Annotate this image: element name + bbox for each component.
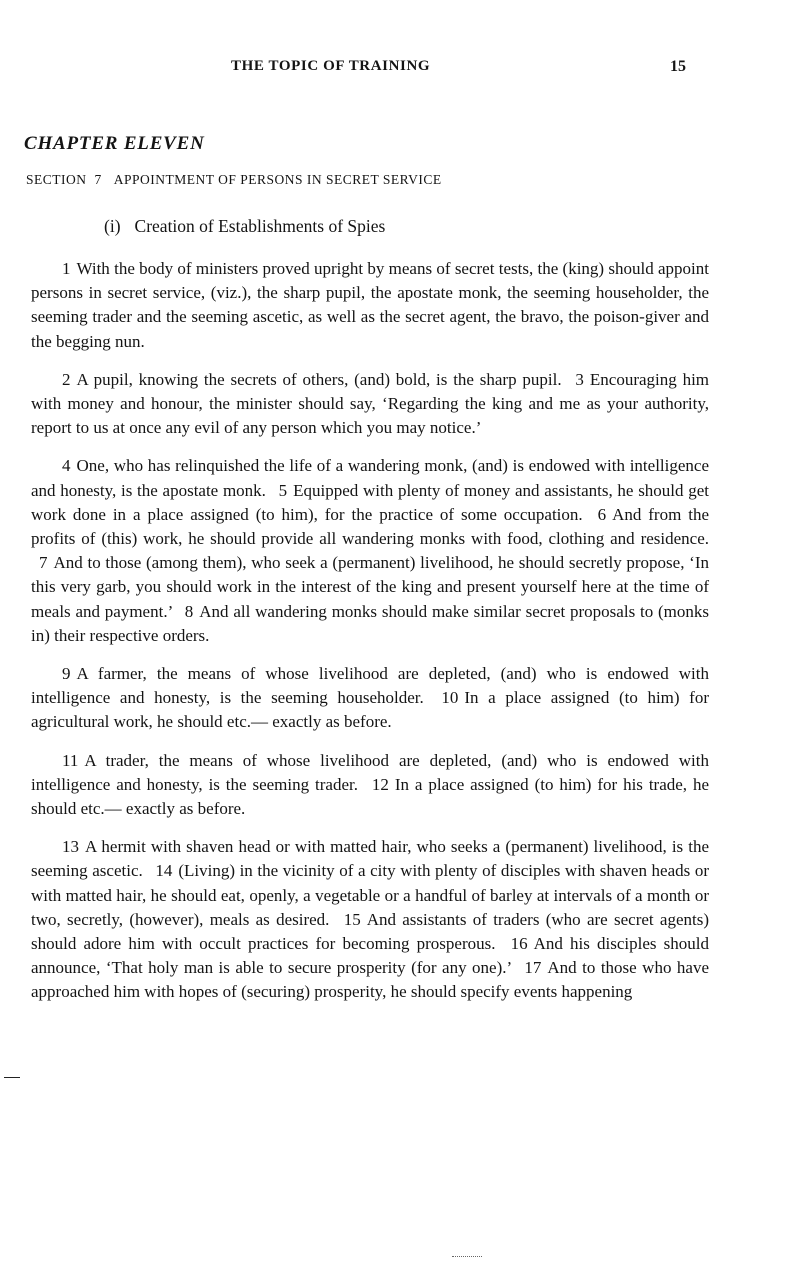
sentence-text: And to those (among them), who seek a (permanent) livelihood, he should secretly propose, ‘In this very garb, you should work in the interest of the king and present yourself here at the time of meals and payment.’ <box>31 553 709 621</box>
sentence-text: A pupil, knowing the secrets of others, (and) bold, is the sharp pupil. <box>76 369 562 389</box>
page-number: 15 <box>670 58 686 75</box>
sentence-number: 16 <box>510 934 528 954</box>
sentence-text: In a place assigned (to him) for agricultural work, he should etc.— exactly as before. <box>31 688 709 732</box>
paragraph <box>31 662 709 735</box>
sentence-number: 7 <box>39 553 48 573</box>
sentence-text: And assistants of traders (who are secret agents) should adore him with occult practices for becoming prosperous. <box>31 909 709 954</box>
sentence-number: 6 <box>597 504 607 524</box>
subsection-number: (i) <box>104 216 121 236</box>
subsection-heading <box>104 216 385 237</box>
paragraph <box>31 368 709 441</box>
running-title: THE TOPIC OF TRAINING <box>231 58 431 74</box>
section-heading <box>26 172 442 188</box>
sentence-text: And his disciples should announce, ‘That holy man is able to secure prosperity (for any one).’ <box>31 934 709 978</box>
sentence-number: 12 <box>371 774 389 794</box>
sentence-text: A trader, the means of whose livelihood are depleted, (and) who is endowed with intelligence and honesty, is the seeming trader. <box>31 750 709 794</box>
section-label: SECTION <box>26 172 87 187</box>
sentence-number: 10 <box>441 688 459 708</box>
paragraph <box>31 835 709 1004</box>
sentence-text: A farmer, the means of whose livelihood are depleted, (and) who is endowed with intelligence and honesty, is the seeming householder. <box>31 664 709 708</box>
sentence-text: And all wandering monks should make similar secret proposals to (monks in) their respective orders. <box>31 601 709 645</box>
sentence-number: 14 <box>155 861 173 881</box>
sentence-text: Encouraging him with money and honour, the minister should say, ‘Regarding the king and me as your authority, report to us at once any evil of any person which you may notice.’ <box>31 369 710 438</box>
paragraph <box>31 454 709 648</box>
sentence-number: 11 <box>62 750 79 770</box>
sentence-text: And from the profits of (this) work, he should provide all wandering monks with food, clothing and residence. <box>31 504 709 549</box>
paragraph <box>31 749 709 822</box>
sentence-text: A hermit with shaven head or with matted hair, who seeks a (permanent) livelihood, is the seeming ascetic. <box>31 837 709 881</box>
running-header <box>0 58 788 82</box>
subsection-title: Creation of Establishments of Spies <box>134 216 386 236</box>
sentence-number: 17 <box>524 958 542 978</box>
paragraph <box>31 257 709 354</box>
sentence-number: 5 <box>278 480 288 500</box>
sentence-text: One, who has relinquished the life of a wandering monk, (and) is endowed with intelligence and honesty, is the apostate monk. <box>31 456 709 500</box>
sentence-text: With the body of ministers proved upright by means of secret tests, the (king) should appoint persons in secret service, (viz.), the sharp pupil, the apostate monk, the seeming householder, the seeming trader and the seeming ascetic, as well as the secret agent, the bravo, the poison-giver and the begging nun. <box>31 259 709 351</box>
sentence-number: 1 <box>62 259 71 278</box>
body-text <box>31 257 709 1019</box>
sentence-text: (Living) in the vicinity of a city with plenty of disciples with shaven heads or with matted hair, he should eat, openly, a vegetable or a handful of barley at intervals of a month or two, secretly, (however), meals as desired. <box>31 861 709 929</box>
sentence-number: 3 <box>575 369 584 389</box>
sentence-text: In a place assigned (to him) for his trade, he should etc.— exactly as before. <box>31 774 709 819</box>
margin-mark <box>4 1077 20 1078</box>
sentence-number: 9 <box>62 664 71 684</box>
sentence-number: 8 <box>184 601 194 621</box>
sentence-number: 4 <box>62 456 71 476</box>
sentence-number: 2 <box>62 369 71 389</box>
sentence-number: 15 <box>343 909 361 929</box>
sentence-text: Equipped with plenty of money and assistants, he should get work done in a place assigned (to him), for the practice of some occupation. <box>31 480 710 524</box>
footer-mark <box>452 1256 482 1258</box>
sentence-text: And to those who have approached him with hopes of (securing) prosperity, he should specify events happening <box>31 958 710 1002</box>
section-title: APPOINTMENT OF PERSONS IN SECRET SERVICE <box>113 172 442 187</box>
sentence-number: 13 <box>62 837 79 857</box>
chapter-title: CHAPTER ELEVEN <box>24 133 205 154</box>
section-number: 7 <box>94 172 102 187</box>
